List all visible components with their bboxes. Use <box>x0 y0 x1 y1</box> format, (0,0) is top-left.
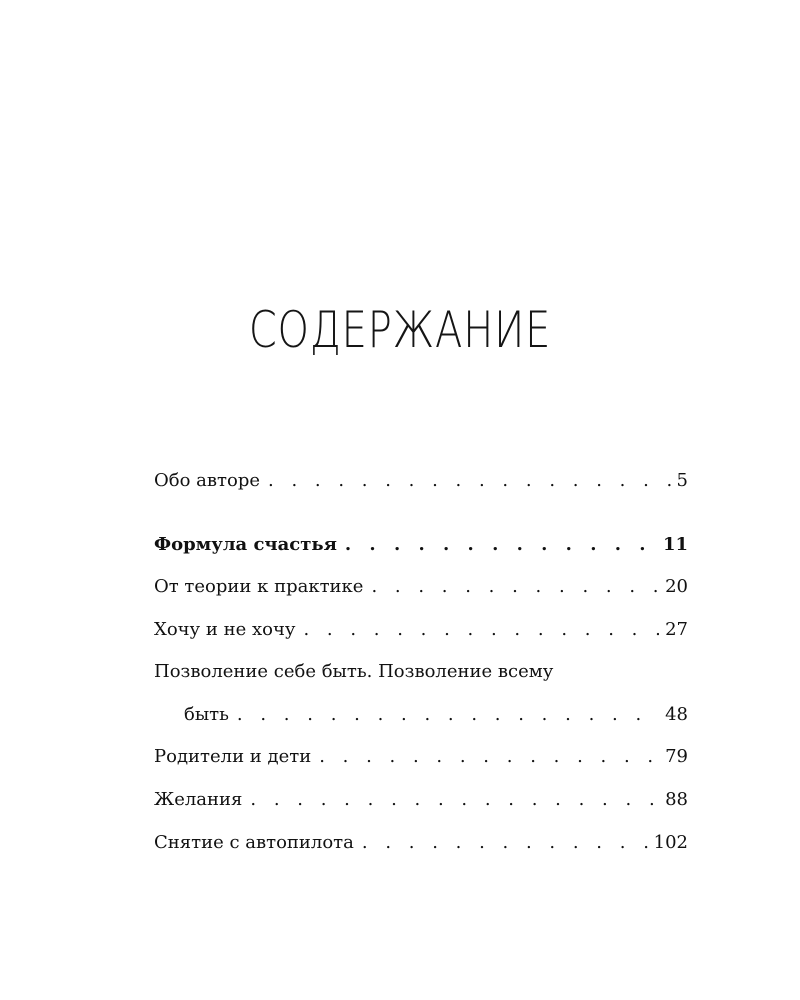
toc-entry-page-number: 79 <box>665 746 688 767</box>
toc-entry-label: Хочу и не хочу <box>154 619 296 640</box>
toc-entry-label: Обо авторе <box>154 470 260 491</box>
toc-entry-parents-children[interactable] <box>154 742 688 772</box>
dot-leader <box>303 615 659 645</box>
toc-entry-page-number: 20 <box>665 576 688 597</box>
toc-entry-label: Позволение себе быть. Позволение всему <box>154 661 554 682</box>
toc-entry-happiness-formula[interactable] <box>154 530 688 560</box>
toc-entry-page-number: 88 <box>665 789 688 810</box>
toc-entry-page-number: 102 <box>653 832 688 853</box>
toc-entry-about-author[interactable] <box>154 466 688 496</box>
toc-entry-want-dont-want[interactable] <box>154 615 688 645</box>
dot-leader <box>268 466 671 496</box>
toc-entry-label: Родители и дети <box>154 746 312 767</box>
toc-entry-label: От теории к практике <box>154 576 364 597</box>
toc-entry-autopilot[interactable] <box>154 828 688 858</box>
toc-entry-page-number: 48 <box>665 704 688 725</box>
toc-entry-page-number: 11 <box>662 534 688 555</box>
toc-entry-permission[interactable] <box>184 700 688 730</box>
dot-leader <box>362 828 648 858</box>
toc-entry-desires[interactable] <box>154 785 688 815</box>
dot-leader <box>250 785 659 815</box>
dot-leader <box>319 742 659 772</box>
toc-entry-permission-first-line[interactable] <box>154 657 688 687</box>
page-title: СОДЕРЖАНИЕ <box>248 301 552 359</box>
dot-leader <box>345 530 657 560</box>
dot-leader <box>371 572 659 602</box>
toc-entry-label: Снятие с автопилота <box>154 832 354 853</box>
toc-entry-theory-to-practice[interactable] <box>154 572 688 602</box>
toc-entry-label: Желания <box>154 789 243 810</box>
toc-entry-label-continued: быть <box>184 704 229 725</box>
toc-entry-page-number: 5 <box>676 470 688 491</box>
toc-entry-page-number: 27 <box>665 619 688 640</box>
toc-entry-label: Формула счастья <box>154 534 337 555</box>
dot-leader <box>237 700 659 730</box>
